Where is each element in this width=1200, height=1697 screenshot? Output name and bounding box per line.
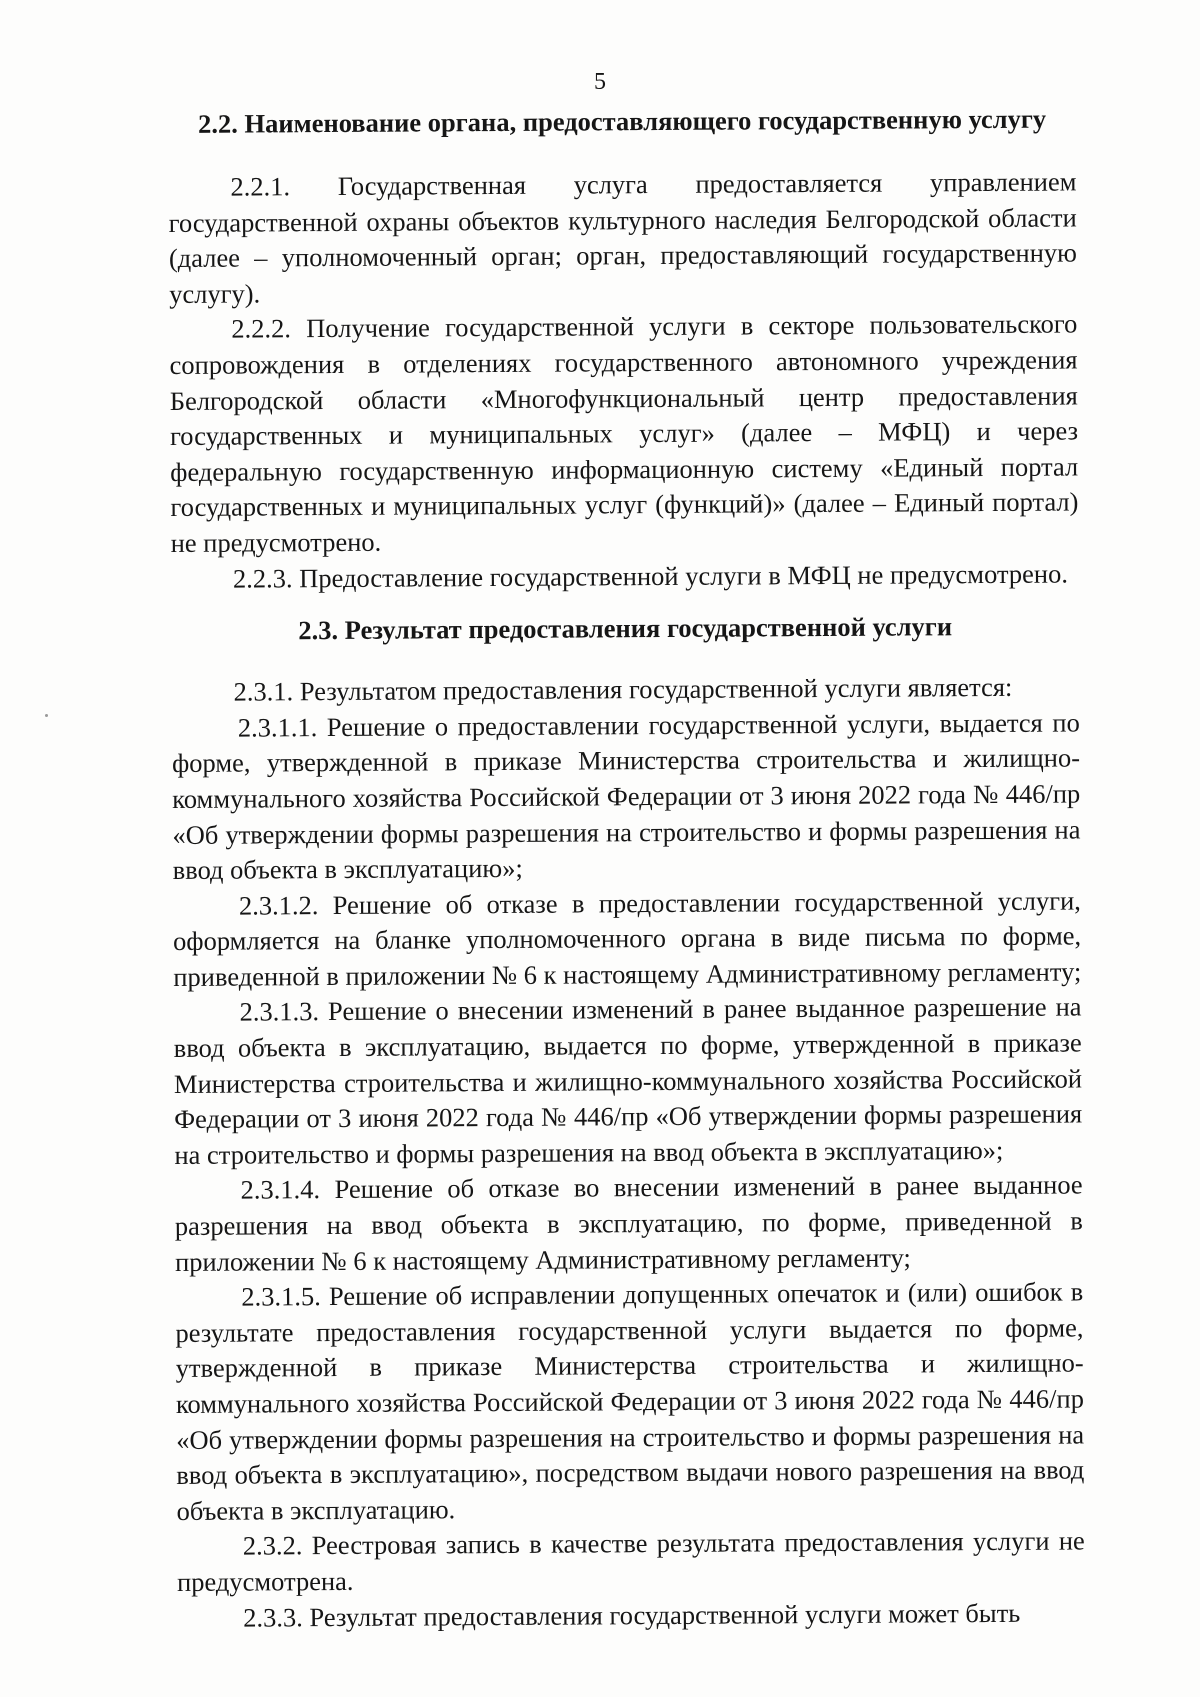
section-2-3-heading: 2.3. Результат предоставления государственной услуги — [298, 611, 953, 646]
paragraph-2-3-3: 2.3.3. Результат предоставления государственной услуги может быть — [243, 1597, 1021, 1633]
scan-speck — [45, 714, 48, 717]
paragraph-2-2-1: 2.2.1. Государственная услуга предоставляется управлением государственной охраны объектов культурного наследия Белгородской области (далее – уполномоченный орган; орган, предоставляющий государственную услугу). — [168, 166, 1078, 309]
paragraph-2-3-1-4: 2.3.1.4. Решение об отказе во внесении изменений в ранее выданное разрешения на ввод объекта в эксплуатацию, по форме, приведенной в приложении № 6 к настоящему Административному регламенту; — [174, 1169, 1083, 1277]
paragraph-2-3-1-5: 2.3.1.5. Решение об исправлении допущенных опечаток и (или) ошибок в результате предоставления государственной услуги выдается по форме, утвержденной в приказе Министерства строительства и жилищно-коммунального хозяйства Российской Федерации от 3 июня 2022 года № 446/пр «Об утверждении формы разрешения на строительство и формы разрешения на ввод объекта в эксплуатацию», посредством выдачи нового разрешения на ввод объекта в эксплуатацию. — [175, 1276, 1085, 1526]
paragraph-2-2-2: 2.2.2. Получение государственной услуги в секторе пользовательского сопровождения в отделениях государственного автономного учреждения Белгородской области «Многофункциональный центр предоставления государственных и муниципальных услуг» (далее – МФЦ) и через федеральную государственную информационную систему «Единый портал государственных и муниципальных услуг (функций)» (далее – Единый портал) не предусмотрено. — [169, 308, 1079, 558]
paragraph-2-3-1: 2.3.1. Результатом предоставления государственной услуги является: — [233, 671, 1013, 707]
document-body — [168, 100, 1085, 1636]
paragraph-2-3-1-1: 2.3.1.1. Решение о предоставлении государственной услуги, выдается по форме, утвержденной в приказе Министерства строительства и жилищно-коммунального хозяйства Российской Федерации от 3 июня 2022 года № 446/пр «Об утверждении формы разрешения на строительство и формы разрешения на ввод объекта в эксплуатацию»; — [171, 707, 1081, 886]
paragraph-2-2-3: 2.2.3. Предоставление государственной услуги в МФЦ не предусмотрено. — [232, 558, 1068, 594]
page-number: 5 — [594, 69, 606, 95]
paragraph-2-3-2: 2.3.2. Реестровая запись в качестве результата предоставления услуги не предусмотрена. — [176, 1525, 1085, 1597]
paragraph-2-3-1-2: 2.3.1.2. Решение об отказе в предоставлении государственной услуги, оформляется на бланке уполномоченного органа в виде письма по форме, приведенной в приложении № 6 к настоящему Административному регламенту; — [173, 885, 1082, 992]
paragraph-2-3-1-3: 2.3.1.3. Решение о внесении изменений в ранее выданное разрешение на ввод объекта в эксплуатацию, выдается по форме, утвержденной в приказе Министерства строительства и жилищно-коммунального хозяйства Российской Федерации от 3 июня 2022 года № 446/пр «Об утверждении формы разрешения на строительство и формы разрешения на ввод объекта в эксплуатацию»; — [173, 991, 1083, 1170]
section-2-2-heading: 2.2. Наименование органа, предоставляющего государственную услугу — [197, 103, 1047, 139]
